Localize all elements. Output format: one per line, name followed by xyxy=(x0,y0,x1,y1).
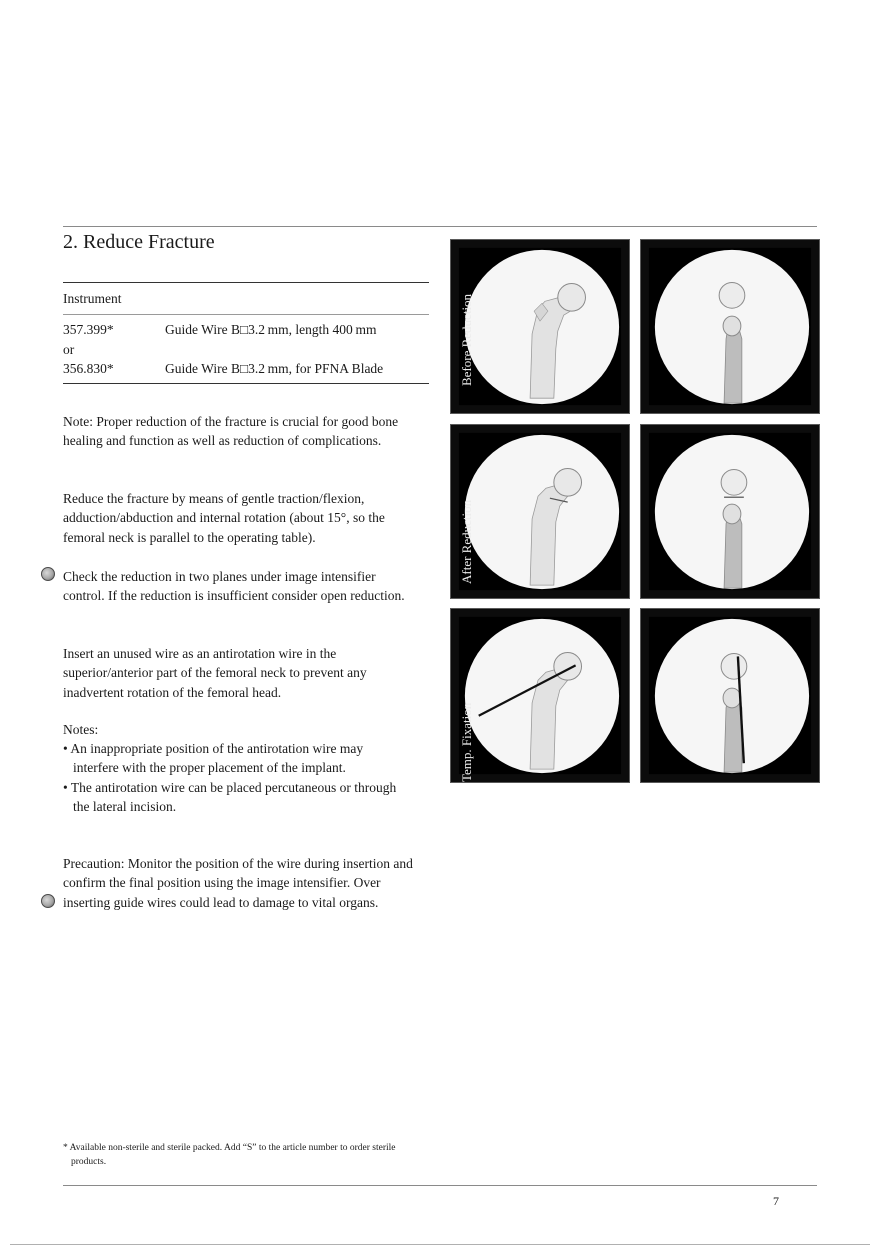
reduce-paragraph: Reduce the fracture by means of gentle traction/flexion, adduction/abduction and internal rotation (about 15°, so the femoral neck is parallel to the operating table). xyxy=(63,491,385,545)
table-header-rule xyxy=(63,314,429,315)
xray-after-lateral xyxy=(640,424,820,599)
footnote: * Available non-sterile and sterile packed. Add “S” to the article number to order sterile products. xyxy=(63,1143,396,1167)
xray-after-ap xyxy=(450,424,630,599)
bottom-edge-rule xyxy=(10,1244,870,1245)
precaution-paragraph xyxy=(63,854,415,912)
antirotation-paragraph: Insert an unused wire as an antirotation wire in the superior/anterior part of the femoral neck to prevent any inadvertent rotation of the femoral head. xyxy=(63,646,367,700)
list-item: • An inappropriate position of the antirotation wire may interfere with the proper placement of the implant. xyxy=(63,739,403,778)
notes-heading: Notes: xyxy=(63,722,99,737)
xray-fixation-ap xyxy=(450,608,630,783)
article-number: 356.830* xyxy=(63,361,114,376)
note-text: Proper reduction of the fracture is crucial for good bone healing and function as well as reduction of complications. xyxy=(63,414,399,449)
xray-fixation-lateral xyxy=(640,608,820,783)
precaution-text: Monitor the position of the wire during insertion and confirm the final position using the image intensifier. Over inserting guide wires could lead to damage to vital organs. xyxy=(63,856,413,910)
top-rule xyxy=(63,226,817,227)
footer-rule xyxy=(63,1185,817,1186)
caution-icon xyxy=(41,894,55,908)
figure-label-temp-fixation: Temp. Fixation xyxy=(459,702,474,782)
table-bottom-rule xyxy=(63,383,429,384)
notes-list xyxy=(63,739,403,817)
note-label: Note: xyxy=(63,414,93,429)
figure-label-before-reduction: Before Reduction xyxy=(459,293,474,386)
list-item: • The antirotation wire can be placed percutaneous or through the lateral incision. xyxy=(63,778,403,817)
femur-xray-image xyxy=(451,609,629,782)
precaution-label: Precaution: xyxy=(63,856,125,871)
article-description: Guide Wire B□3.2 mm, for PFNA Blade xyxy=(165,361,384,376)
article-number: 357.399* xyxy=(63,322,114,337)
femur-xray-image xyxy=(451,240,629,413)
check-paragraph: Check the reduction in two planes under image intensifier control. If the reduction is insufficient consider open reduction. xyxy=(63,569,405,604)
table-top-rule xyxy=(63,282,429,283)
figure-label-after-reduction: After Reduction xyxy=(459,499,474,584)
femur-xray-image xyxy=(641,425,819,598)
femur-xray-image xyxy=(641,240,819,413)
femur-xray-image xyxy=(451,425,629,598)
instrument-table-header: Instrument xyxy=(63,291,122,306)
page-number: 7 xyxy=(773,1194,779,1208)
note-paragraph xyxy=(63,412,415,451)
femur-xray-image xyxy=(641,609,819,782)
section-title: 2. Reduce Fracture xyxy=(63,231,215,253)
article-number: or xyxy=(63,342,75,357)
xray-before-ap xyxy=(450,239,630,414)
caution-icon xyxy=(41,567,55,581)
xray-before-lateral xyxy=(640,239,820,414)
article-description: Guide Wire B□3.2 mm, length 400 mm xyxy=(165,322,377,337)
